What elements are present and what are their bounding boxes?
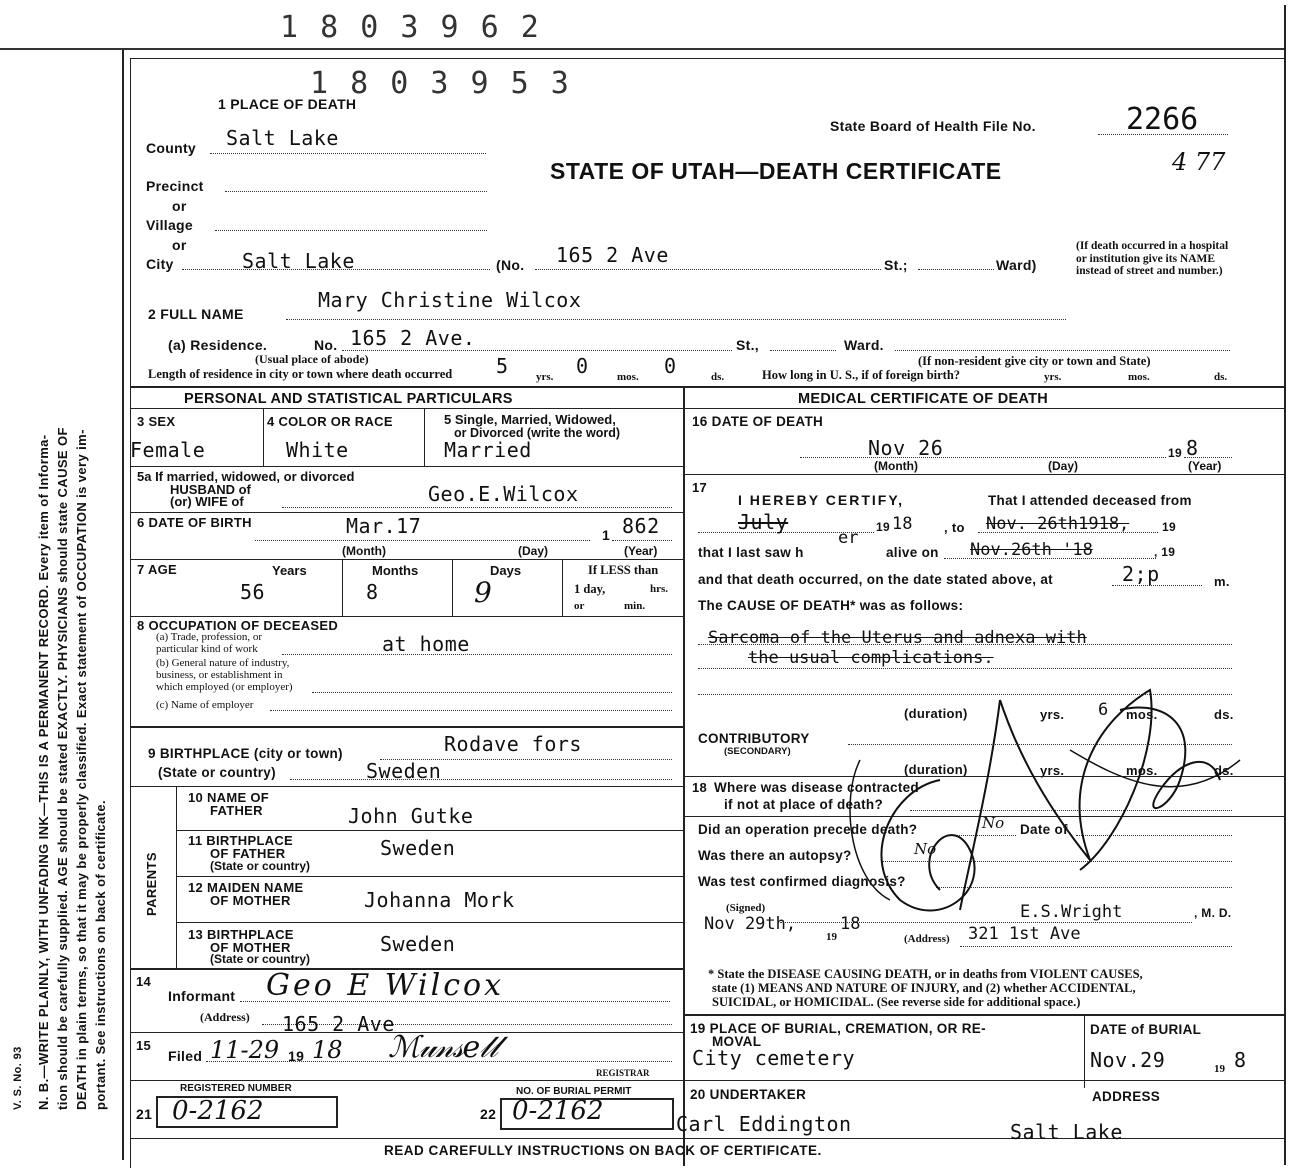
dob-year-prefix: 1 [602, 527, 611, 543]
age-years-label: Years [272, 563, 307, 578]
residence-no-label: No. [314, 337, 338, 353]
street-no-label: (No. [496, 257, 525, 273]
county-label: County [146, 140, 197, 156]
residence-days: 0 [664, 354, 677, 378]
dob-line [255, 540, 590, 541]
cause-line-1: Sarcoma of the Uterus and adnexa with [708, 628, 1087, 648]
age-days-label: Days [490, 563, 522, 578]
undertaker-address: Salt Lake [1010, 1120, 1123, 1144]
occ-line [270, 710, 672, 711]
st-label: St.; [884, 257, 908, 273]
physician-signature [820, 660, 1260, 940]
certify-text: I HEREBY CERTIFY, [738, 492, 904, 508]
margin-rule [122, 50, 124, 1160]
divider [342, 559, 343, 616]
birthplace-city: Rodave fors [444, 732, 582, 756]
marital-label-1: 5 Single, Married, Widowed, [444, 412, 616, 427]
row-divider [130, 466, 683, 467]
m-label: m. [1214, 574, 1230, 589]
filed-label: Filed [168, 1048, 203, 1064]
row-divider [130, 616, 683, 617]
attended-from: July [738, 510, 789, 534]
parents-divider [176, 786, 177, 970]
residence-ward-line [770, 350, 836, 351]
burial-place-label-1: 19 PLACE OF BURIAL, CREMATION, OR RE- [690, 1021, 986, 1036]
less-than-label: If LESS than [588, 563, 659, 577]
mother-birthplace-label-2: OF MOTHER [210, 940, 291, 955]
nonresident-note: (If non-resident give city or town and State) [918, 354, 1151, 368]
burial-permit-label: NO. OF BURIAL PERMIT [516, 1086, 632, 1097]
informant-signature: Geo E Wilcox [266, 968, 505, 1003]
burial-permit-number: 0-2162 [512, 1096, 604, 1126]
occ-a2: particular kind of work [156, 643, 258, 655]
usual-abode-note: (Usual place of abode) [255, 352, 369, 366]
city-value: Salt Lake [242, 249, 355, 273]
row-divider [130, 786, 683, 787]
from-year-prefix: 19 [876, 520, 890, 534]
section-divider [130, 386, 1284, 388]
alive-text: alive on [886, 545, 939, 560]
ward-label: Ward) [996, 257, 1037, 273]
last-saw-pronoun: er [838, 528, 859, 548]
or-label: or [172, 198, 187, 214]
age-label: 7 AGE [137, 562, 178, 577]
dob-month-label: (Month) [342, 544, 386, 558]
dob-label: 6 DATE OF BIRTH [137, 515, 252, 530]
row-divider [130, 512, 683, 513]
file-no-value: 2266 [1126, 102, 1199, 137]
footnote-line-2: state (1) MEANS AND NATURE OF INJURY, and (2) whether ACCIDENTAL, [712, 981, 1136, 995]
mother-birthplace-label-1: 13 BIRTHPLACE [188, 927, 294, 942]
mother-birthplace: Sweden [380, 932, 456, 956]
footnote-line-3: SUICIDAL, or HOMICIDAL. (See reverse side for additional space.) [712, 995, 1081, 1009]
age-days: 9 [474, 576, 492, 609]
informant-number: 14 [136, 974, 152, 989]
undertaker-address-label: ADDRESS [1092, 1089, 1161, 1104]
operation-answer: No [982, 814, 1005, 832]
precinct-label: Precinct [146, 178, 204, 194]
margin-rule [130, 58, 131, 1168]
file-annotation: 4 77 [1172, 148, 1226, 176]
date-of-death-label: 16 DATE OF DEATH [692, 414, 824, 429]
duration-label: (duration) [904, 706, 968, 721]
marital-value: Married [444, 438, 532, 462]
medical-section-title: MEDICAL CERTIFICATE OF DEATH [798, 391, 1049, 407]
top-stamp-line [0, 48, 1284, 50]
dod-year-label: (Year) [1188, 459, 1222, 473]
row-divider [176, 922, 683, 923]
city-label: City [146, 256, 174, 272]
margin-instructions-line-4: portant. See instructions on back of certificate. [93, 800, 108, 1110]
certificate-title: STATE OF UTAH—DEATH CERTIFICATE [550, 158, 1002, 184]
date-of-label: Date of [1020, 822, 1068, 837]
physician-name: E.S.Wright [1020, 902, 1123, 922]
occ-a1: (a) Trade, profession, or [156, 631, 263, 643]
section-divider [130, 408, 1284, 409]
place-of-death-label: 1 PLACE OF DEATH [218, 96, 357, 112]
mother-label-2: OF MOTHER [210, 893, 291, 908]
dob-year-line [612, 540, 672, 541]
from-year: 18 [892, 514, 913, 534]
physician-address: 321 1st Ave [968, 924, 1081, 944]
yrs2-label: yrs. [1040, 763, 1065, 778]
ward-line [918, 269, 994, 270]
or-label: or [172, 237, 187, 253]
birthplace-line [290, 779, 672, 780]
row-divider [130, 1080, 683, 1081]
duration-ds-label: ds. [1214, 707, 1234, 722]
footnote-line-1: * State the DISEASE CAUSING DEATH, or in deaths from VIOLENT CAUSES, [708, 967, 1143, 981]
duration-months: 6 [1098, 700, 1109, 720]
color-label: 4 COLOR OR RACE [267, 414, 393, 429]
father-label-1: 10 NAME OF [188, 790, 270, 805]
divider [263, 408, 264, 466]
dod-year: 8 [1186, 436, 1199, 460]
mos2-label: mos. [1128, 371, 1150, 383]
undertaker-label: 20 UNDERTAKER [690, 1087, 807, 1102]
mother-birthplace-label-3: (State or country) [210, 952, 311, 966]
q18-text-1: Where was disease contracted [714, 780, 919, 795]
dod-day-label: (Day) [1048, 459, 1079, 473]
occ-b3: which employed (or employer) [156, 681, 293, 693]
village-line [215, 230, 487, 231]
residence-extra-line [895, 350, 1230, 351]
occ-b2: business, or establishment in [156, 669, 283, 681]
informant-address-label: (Address) [200, 1010, 250, 1024]
top-stamp-number: 1 8 0 3 9 6 2 [280, 10, 541, 45]
row-divider [176, 830, 683, 831]
permit-prefix: 22 [480, 1106, 497, 1122]
or-min-label: or [574, 600, 585, 612]
age-years: 56 [240, 580, 266, 604]
spouse-line [282, 507, 672, 508]
min-label: min. [624, 600, 646, 612]
operation-label: Did an operation precede death? [698, 822, 918, 837]
filed-year: 18 [312, 1036, 343, 1064]
burial-date: Nov.29 [1090, 1048, 1166, 1072]
registered-number: 0-2162 [172, 1096, 264, 1126]
occupation-label: 8 OCCUPATION OF DECEASED [137, 618, 339, 633]
filed-date: 11-29 [210, 1036, 280, 1064]
signed-date: Nov 29th, [704, 914, 797, 934]
file-no-label: State Board of Health File No. [830, 118, 1036, 134]
mother-label-1: 12 MAIDEN NAME [188, 880, 304, 895]
residence-st-label: St., [736, 337, 759, 353]
secondary-label: (SECONDARY) [724, 746, 791, 757]
county-line [210, 153, 486, 154]
registrar-label: REGISTRAR [596, 1068, 650, 1078]
residence-line [342, 350, 732, 351]
dob-year-label: (Year) [624, 544, 658, 558]
one-day-label: 1 day, [574, 582, 606, 596]
burial-date-label: DATE of BURIAL [1090, 1022, 1202, 1037]
margin-instructions-line-1: N. B.—WRITE PLAINLY, WITH UNFADING INK—THIS IS A PERMANENT RECORD. Every item of Informa- [36, 434, 51, 1110]
to-label: , to [944, 520, 965, 535]
color-value: White [286, 438, 349, 462]
full-name-line [286, 319, 1066, 320]
father-birthplace: Sweden [380, 836, 456, 860]
row-divider [683, 474, 1284, 475]
row-divider [683, 1080, 1284, 1081]
dod-month-label: (Month) [874, 459, 918, 473]
to-year-prefix: 19 [1162, 520, 1176, 534]
burial-place-label-2: MOVAL [712, 1034, 762, 1049]
frame-top [130, 58, 1284, 59]
hospital-note: (If death occurred in a hospital or institution give its NAME instead of street and number.) [1076, 240, 1229, 277]
dob-month-day: Mar.17 [346, 514, 422, 538]
physician-address-label: (Address) [904, 933, 950, 945]
occ-b1: (b) General nature of industry, [156, 657, 290, 669]
informant-address: 165 2 Ave [282, 1012, 395, 1036]
occupation-value: at home [382, 632, 470, 656]
father-label-2: FATHER [210, 803, 263, 818]
mos2-label: mos. [1126, 763, 1158, 778]
occ-c: (c) Name of employer [156, 699, 254, 711]
divider [424, 408, 425, 466]
how-long-in-us-label: How long in U. S., if of foreign birth? [762, 368, 961, 382]
registered-number-label: REGISTERED NUMBER [180, 1083, 292, 1094]
burial-place: City cemetery [692, 1046, 856, 1070]
residence-months: 0 [576, 354, 589, 378]
birthplace-country: Sweden [366, 759, 442, 783]
father-birthplace-label-2: OF FATHER [210, 846, 286, 861]
residence-ward-label: Ward. [844, 337, 884, 353]
attended-to: Nov. 26th1918, [986, 514, 1130, 534]
length-of-residence-label: Length of residence in city or town where death occurred [148, 367, 453, 381]
street-line [535, 269, 881, 270]
age-months-label: Months [372, 563, 419, 578]
burial-year: 8 [1234, 1048, 1247, 1072]
cause-label: The CAUSE OF DEATH* was as follows: [698, 598, 964, 613]
age-months: 8 [366, 580, 379, 604]
md-label: , M. D. [1194, 906, 1232, 920]
footer-instructions: READ CAREFULLY INSTRUCTIONS ON BACK OF CERTIFICATE. [384, 1143, 822, 1158]
residence-value: 165 2 Ave. [350, 326, 476, 350]
attended-text: That I attended deceased from [988, 493, 1192, 508]
autopsy-label: Was there an autopsy? [698, 848, 852, 863]
duration2-label: (duration) [904, 762, 968, 777]
row-divider [130, 726, 683, 728]
cert-number: 17 [692, 480, 708, 495]
phys-address-line [960, 946, 1232, 947]
full-name-label: 2 FULL NAME [148, 306, 244, 322]
village-label: Village [146, 217, 193, 233]
divider [562, 559, 563, 616]
occ-line [282, 654, 672, 655]
burial-year-prefix: 19 [1214, 1063, 1225, 1075]
yrs2-label: yrs. [1044, 371, 1062, 383]
sex-value: Female [130, 438, 206, 462]
father-birthplace-label-3: (State or country) [210, 859, 311, 873]
occ-line [312, 692, 672, 693]
county-value: Salt Lake [226, 126, 339, 150]
vs-number: V. S. No. 93 [12, 1046, 24, 1110]
spouse-value: Geo.E.Wilcox [428, 482, 579, 506]
second-stamp-number: 1 8 0 3 9 5 3 [310, 66, 571, 101]
signed-year-prefix: 19 [826, 931, 837, 943]
filed-number: 15 [136, 1038, 152, 1053]
full-name-value: Mary Christine Wilcox [318, 288, 582, 312]
q18-text-2: if not at place of death? [724, 797, 884, 812]
alive-year-prefix: , 19 [1154, 545, 1176, 559]
hrs-label: hrs. [650, 583, 669, 595]
yrs-label: yrs. [536, 371, 554, 383]
street-no-value: 165 2 Ave [556, 243, 669, 267]
marital-label-2: or Divorced (write the word) [454, 426, 620, 440]
row-divider [130, 559, 683, 560]
residence-years: 5 [496, 354, 509, 378]
undertaker-name: Carl Eddington [676, 1112, 852, 1136]
divider [1084, 1014, 1085, 1088]
duration-yrs-label: yrs. [1040, 707, 1065, 722]
ds2-label: ds. [1214, 371, 1228, 383]
dob-day-label: (Day) [518, 544, 549, 558]
cause-line-2: the usual complications. [748, 648, 994, 668]
alive-date: Nov.26th '18 [970, 540, 1093, 560]
time-of-death: 2;p [1122, 562, 1160, 586]
spouse-label-1: 5a If married, widowed, or divorced [137, 469, 355, 484]
margin-instructions-line-3: DEATH in plain terms, so that it may be properly classified. Exact statement of OCCUPATION is very im- [74, 429, 89, 1110]
ds-label: ds. [711, 371, 725, 383]
registrar-signature: ℳ𝓊𝓃𝓈𝑒𝓁𝓁 [388, 1030, 498, 1065]
occurred-text: and that death occurred, on the date stated above, at [698, 572, 1053, 587]
spouse-label-2: HUSBAND of [170, 482, 251, 497]
state-country-label: (State or country) [158, 765, 276, 780]
signed-label: (Signed) [726, 902, 766, 914]
last-saw-text: that I last saw h [698, 545, 804, 560]
date-of-death: Nov 26 [868, 436, 944, 460]
signed-year: 18 [840, 914, 861, 934]
ds2-label: ds. [1214, 763, 1234, 778]
duration-mos-label: mos. [1126, 707, 1158, 722]
dod-year-prefix: 19 [1168, 446, 1182, 460]
row-divider [176, 876, 683, 877]
frame-right [1284, 5, 1286, 1165]
margin-instructions-line-2: tion should be carefully supplied. AGE should be stated EXACTLY. PHYSICIANS should state CAUSE OF [55, 427, 70, 1110]
mos-label: mos. [617, 371, 639, 383]
dob-year: 862 [622, 514, 660, 538]
residence-label: (a) Residence. [168, 337, 268, 353]
divider [452, 559, 453, 616]
personal-section-title: PERSONAL AND STATISTICAL PARTICULARS [184, 391, 513, 407]
father-birthplace-label-1: 11 BIRTHPLACE [188, 833, 294, 848]
birthplace-label: 9 BIRTHPLACE (city or town) [148, 746, 343, 761]
q18-number: 18 [692, 780, 708, 795]
autopsy-answer: No [914, 840, 937, 858]
father-name: John Gutke [348, 804, 474, 828]
sex-label: 3 SEX [137, 414, 176, 429]
informant-label: Informant [168, 988, 236, 1004]
parents-label: PARENTS [144, 852, 159, 916]
reg-no-prefix: 21 [136, 1106, 153, 1122]
row-divider [683, 1014, 1284, 1016]
test-confirmed-label: Was test confirmed diagnosis? [698, 874, 906, 889]
contributory-label: CONTRIBUTORY [698, 731, 810, 746]
mother-name: Johanna Mork [364, 888, 515, 912]
filed-year-prefix: 19 [288, 1048, 305, 1064]
spouse-label-3: (or) WIFE of [170, 494, 244, 509]
precinct-line [225, 191, 487, 192]
dod-line [800, 457, 1166, 458]
